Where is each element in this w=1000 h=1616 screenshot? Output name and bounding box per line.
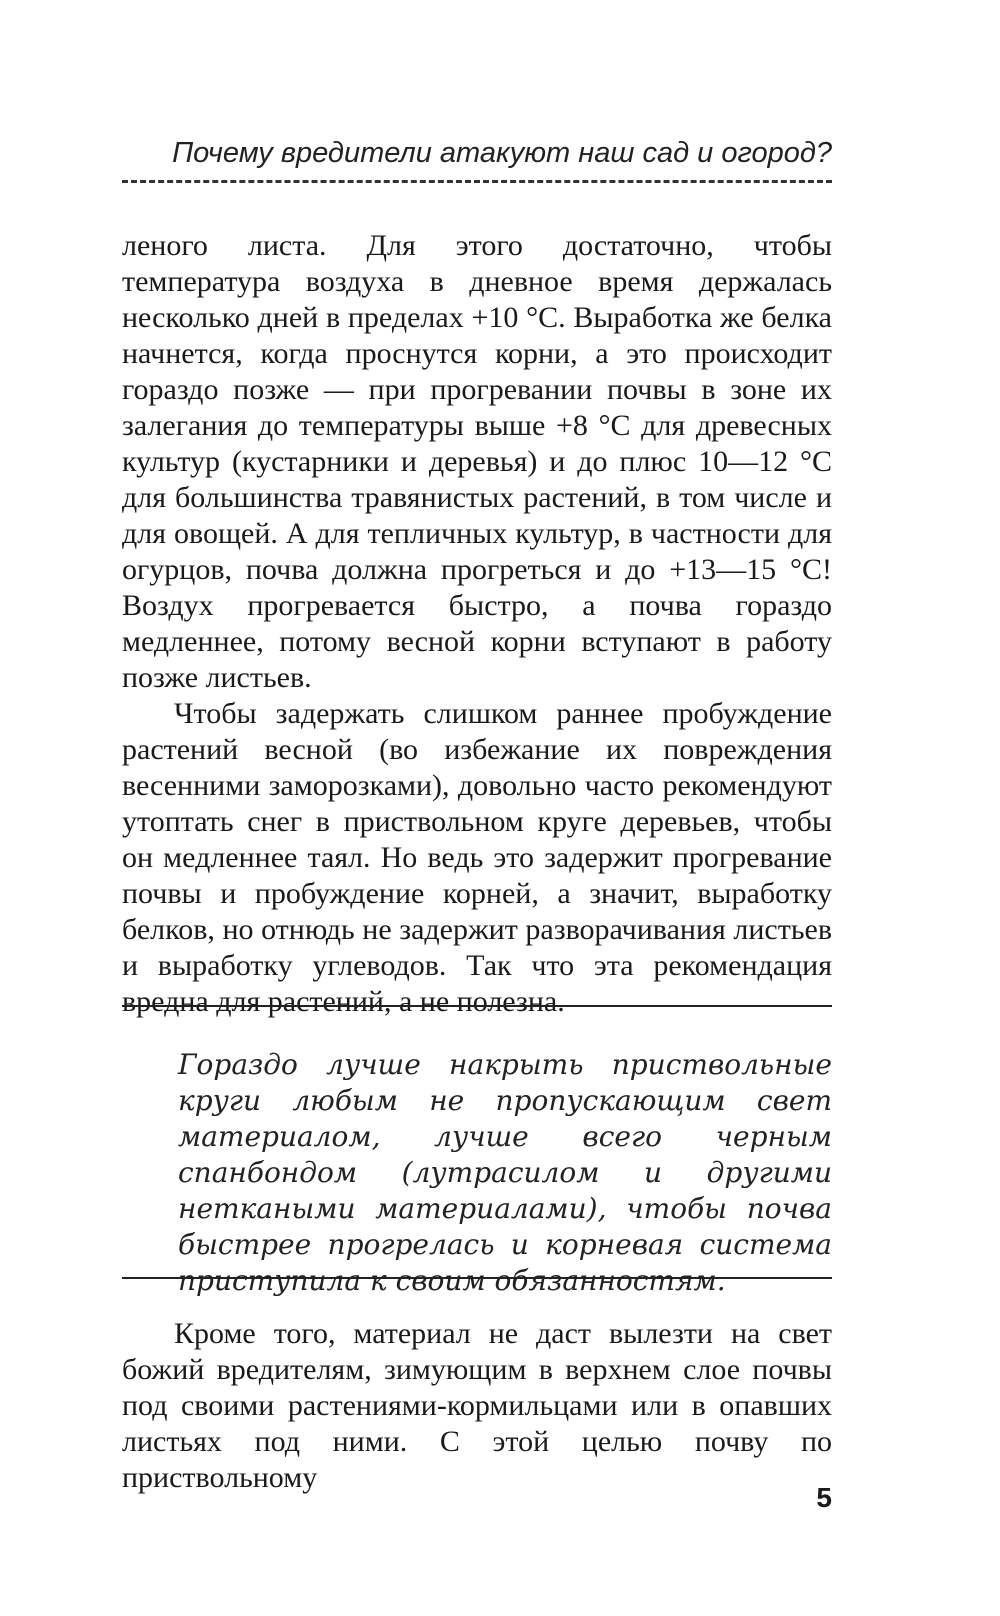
header-divider bbox=[122, 180, 832, 183]
callout-bottom-rule bbox=[122, 1277, 832, 1279]
running-head: Почему вредители атакуют наш сад и огород? bbox=[172, 137, 832, 169]
callout-top-rule bbox=[122, 1005, 832, 1007]
body-text-upper bbox=[122, 228, 832, 1020]
paragraph: Чтобы задержать слишком раннее пробуждение растений весной (во избежание их повреждения весенними заморозками), довольно часто рекомендуют утоптать снег в приствольном круге деревьев, чтобы он медленнее таял. Но ведь это задержит прогревание почвы и пробуждение корней, а значит, выработку белков, но отнюдь не задержит разворачивания листьев и выработку углеводов. Так что эта рекомендация вредна для растений, а не полезна. bbox=[122, 697, 832, 1018]
paragraph: леного листа. Для этого достаточно, чтобы температура воздуха в дневное время держалась несколько дней в пределах +10 °С. Выработка же белка начнется, когда проснутся корни, а это происходит гораздо позже — при прогревании почвы в зоне их залегания до температуры выше +8 °С для древесных культур (кустарники и деревья) и до плюс 10—12 °С для большинства травянистых растений, в том числе и для овощей. А для тепличных культур, в частности для огурцов, почва должна прогреться и до +13—15 °С! Воздух прогревается быстро, а почва гораздо медленнее, потому весной корни вступают в работу позже листьев. bbox=[122, 229, 832, 694]
page-number: 5 bbox=[816, 1482, 832, 1513]
body-text-lower bbox=[122, 1316, 832, 1496]
paragraph: Кроме того, материал не даст вылезти на свет божий вредителям, зимующим в верхнем слое почвы под своими растениями-кормильцами или в опавших листьях под ними. С этой целью почву по приствольному bbox=[122, 1317, 832, 1494]
callout-box: Гораздо лучше накрыть приствольные круги любым не пропускающим свет материалом, лучше всего черным спанбондом (лутрасилом и другими неткаными материалами), чтобы почва быстрее прогрелась и корневая система приступила к своим обязанностям. bbox=[178, 1048, 832, 1297]
